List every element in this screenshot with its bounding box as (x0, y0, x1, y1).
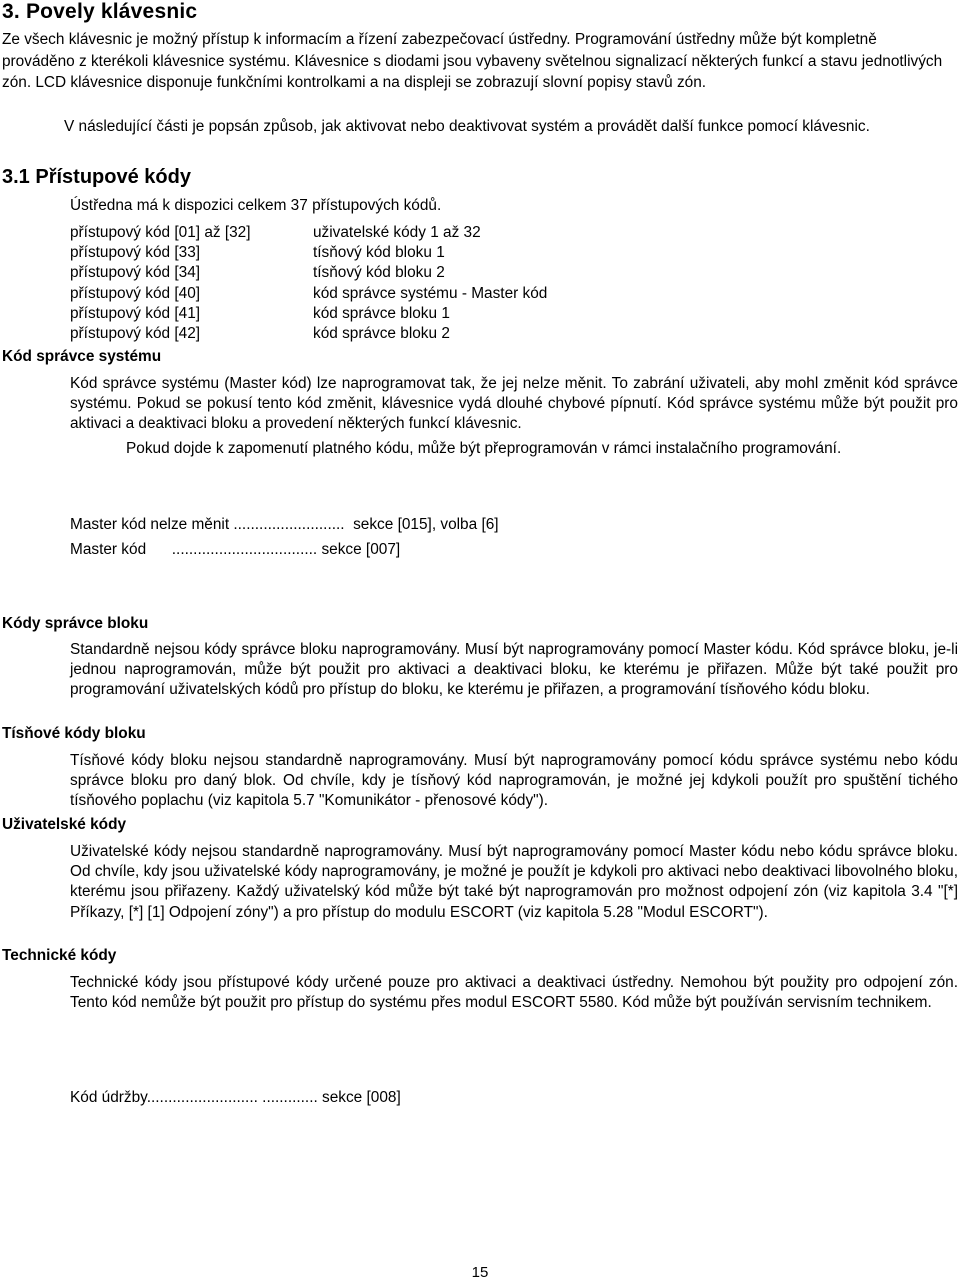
access-code: přístupový kód [01] až [32] (70, 224, 251, 241)
heading-master-code: Kód správce systému (2, 348, 162, 365)
heading-technical-codes: Technické kódy (2, 947, 117, 964)
access-codes-summary: Ústředna má k dispozici celkem 37 přístupových kódů. (70, 197, 442, 214)
block-manager-paragraph: Standardně nejsou kódy správce bloku naprogramovány. Musí být naprogramovány pomocí Master kódu. Kód správce bloku, je-li jednou naprogramován, může být použit pro aktivaci a deaktivaci bloku, ke kterému je přiřazen. Může být také použit pro programování uživatelských kódů pro přístup do bloku, ke kterému je přiřazen, a programování tísňového kódu bloku. (70, 641, 958, 699)
access-code: přístupový kód [34] (70, 264, 201, 282)
access-code-row (70, 324, 590, 344)
access-code-row (70, 243, 590, 263)
master-code-reference-1: Master kód nelze měnit .......................... sekce [015], volba [6] (70, 516, 499, 533)
access-code-meaning: tísňový kód bloku 1 (313, 244, 445, 262)
access-codes-list (70, 223, 590, 344)
access-code-row (70, 284, 590, 304)
access-code: přístupový kód [40] (70, 284, 201, 302)
master-code-note: Pokud dojde k zapomenutí platného kódu, může být přeprogramován v rámci instalačního programování. (126, 440, 842, 457)
access-code-meaning: uživatelské kódy 1 až 32 (313, 224, 481, 241)
intro-paragraph: Ze všech klávesnic je možný přístup k informacím a řízení zabezpečovací ústředny. Programování ústředny může být kompletně prováděno z kterékoli klávesnice systému. Klávesnice s diodami jsou vybaveny světelnou signalizací některých funkcí a stavu jednotlivých zón. LCD klávesnice disponuje funkčními kontrolkami a na displeji se zobrazují slovní popisy stavů zón. (2, 31, 943, 91)
page-title: 3. Povely klávesnic (2, 0, 198, 23)
access-code-row (70, 304, 590, 324)
panic-codes-paragraph: Tísňové kódy bloku nejsou standardně naprogramovány. Musí být naprogramovány pomocí kódu správce systému nebo kódu správce bloku pro daný blok. Od chvíle, kdy je tísňový kód naprogramován, je možné jej kdykoli použít pro spuštění tichého tísňového poplachu (viz kapitola 5.7 "Komunikátor - přenosové kódy"). (70, 752, 958, 810)
access-code-meaning: kód správce systému - Master kód (313, 284, 548, 302)
intro-paragraph-2: V následující části je popsán způsob, jak aktivovat nebo deaktivovat systém a provádět další funkce pomocí klávesnic. (64, 118, 870, 135)
access-code-row (70, 223, 590, 243)
access-code: přístupový kód [42] (70, 325, 201, 343)
access-code-meaning: kód správce bloku 2 (313, 325, 450, 343)
heading-block-manager-codes: Kódy správce bloku (2, 615, 149, 632)
access-code-meaning: kód správce bloku 1 (313, 304, 450, 322)
access-code: přístupový kód [41] (70, 304, 201, 322)
heading-panic-codes: Tísňové kódy bloku (2, 725, 146, 742)
access-code-row (70, 263, 590, 283)
maintenance-code-reference: Kód údržby.......................... ............. sekce [008] (70, 1089, 401, 1106)
page-number: 15 (471, 1264, 489, 1281)
user-codes-paragraph: Uživatelské kódy nejsou standardně naprogramovány. Musí být naprogramovány pomocí Master kódu nebo kódu správce bloku. Od chvíle, kdy jsou uživatelské kódy naprogramovány, je možné je použít je kdykoli pro aktivaci nebo deaktivaci libovolného bloku, kterému jsou přiřazeny. Každý uživatelský kód může být také být naprogramován pro možnost odpojení zón (viz kapitola 3.4 "[*] Příkazy, [*] [1] Odpojení zóny") a pro přístup do modulu ESCORT (viz kapitola 5.28 "Modul ESCORT"). (70, 843, 958, 921)
section-heading-access-codes: 3.1 Přístupové kódy (2, 166, 191, 188)
master-code-paragraph: Kód správce systému (Master kód) lze naprogramovat tak, že jej nelze měnit. To zabrání uživateli, aby mohl změnit kód správce systému. Pokud se pokusí tento kód změnit, klávesnice vydá dlouhé chybové pípnutí. Kód správce systému může být použit pro aktivaci a deaktivaci bloku a provedení některých funkcí klávesnic. (70, 375, 958, 433)
access-code: přístupový kód [33] (70, 244, 201, 262)
technical-codes-paragraph: Technické kódy jsou přístupové kódy určené pouze pro aktivaci a deaktivaci ústředny. Nemohou být použity pro odpojení zón. Tento kód nemůže být použit pro přístup do systému přes modul ESCORT 5580. Kód může být používán servisním technikem. (70, 974, 958, 1012)
heading-user-codes: Uživatelské kódy (2, 816, 127, 833)
access-code-meaning: tísňový kód bloku 2 (313, 264, 445, 282)
master-code-reference-2: Master kód .................................. sekce [007] (70, 541, 401, 558)
